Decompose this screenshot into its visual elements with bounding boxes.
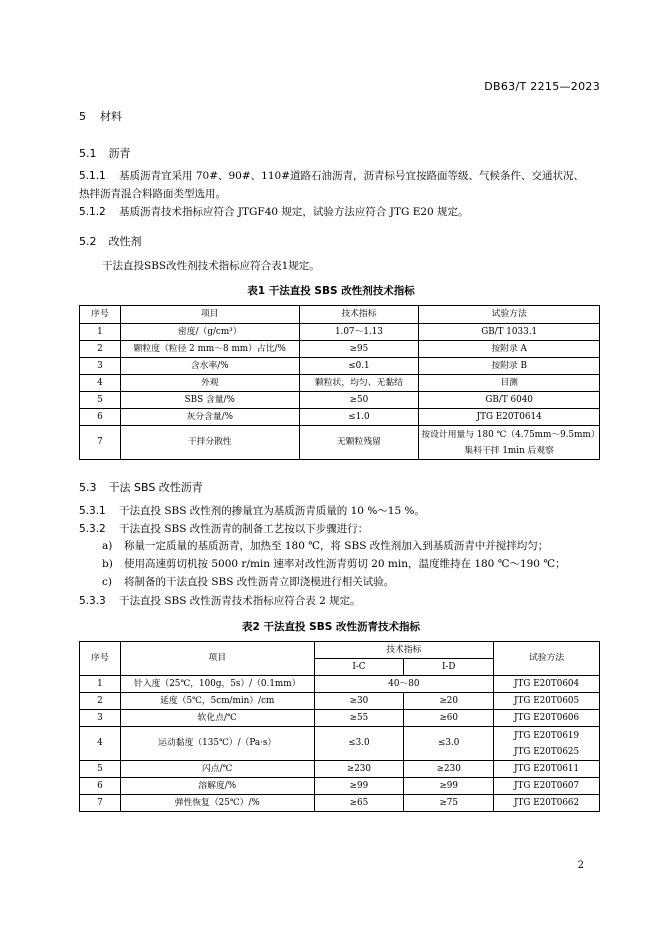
table1 — [79, 305, 600, 460]
table-cell: 颗粒度（粒径 2 mm～8 mm）占比/% — [120, 341, 299, 358]
clause-5-1-2: 5.1.2 基质沥青技术指标应符合 JTGF40 规定，试验方法应符合 JTG E20 规定。 — [79, 206, 469, 218]
table-row — [80, 778, 600, 795]
table-header-cell: 项目 — [120, 642, 314, 676]
list-item: a) 称量一定质量的基质沥青，加热至 180 ℃，将 SBS 改性剂加入到基质沥青中并搅拌均匀； — [102, 540, 549, 552]
table-cell: GB/T 6040 — [419, 392, 600, 409]
table-cell-line: 集料干拌 1min 后观察 — [464, 445, 554, 456]
table-row — [80, 341, 600, 358]
table-cell: ≥55 — [314, 710, 404, 727]
table-cell: 7 — [80, 426, 121, 460]
table-cell: 40～80 — [314, 676, 494, 693]
table-cell: 颗粒状，均匀、无黏结 — [299, 375, 419, 392]
table-cell-line: JTG E20T0619 — [514, 730, 580, 741]
table-row — [80, 676, 600, 693]
table-cell: ≥50 — [299, 392, 419, 409]
table-cell: 5 — [80, 761, 121, 778]
table-row — [80, 710, 600, 727]
table-cell: 3 — [80, 710, 121, 727]
table-row — [80, 358, 600, 375]
table-cell: ≥99 — [404, 778, 494, 795]
table-cell: 1 — [80, 324, 121, 341]
table-cell: 外观 — [120, 375, 299, 392]
table-row — [80, 761, 600, 778]
table-header-cell: 项目 — [120, 306, 299, 324]
section-number: 5 — [79, 110, 86, 123]
table-cell: JTG E20T0611 — [494, 761, 600, 778]
clause-5-1-1-continued: 热拌沥青混合料路面类型选用。 — [79, 188, 226, 200]
table-cell: GB/T 1033.1 — [419, 324, 600, 341]
table-cell: 7 — [80, 795, 121, 812]
table-cell: 1 — [80, 676, 121, 693]
table-cell: 按附录 B — [419, 358, 600, 375]
section-heading — [79, 108, 122, 124]
table-header-row — [80, 306, 600, 324]
table-cell: JTG E20T0607 — [494, 778, 600, 795]
table-cell: 4 — [80, 727, 121, 761]
table-cell: ≥60 — [404, 710, 494, 727]
table-row — [80, 392, 600, 409]
table-header-cell: 序号 — [80, 306, 121, 324]
table-row — [80, 426, 600, 460]
table-cell: 溶解度/% — [120, 778, 314, 795]
table-cell — [494, 727, 600, 761]
table-cell: JTG E20T0614 — [419, 409, 600, 426]
table-row — [80, 693, 600, 710]
table-cell: ≥95 — [299, 341, 419, 358]
table-header-cell: I-C — [314, 659, 404, 676]
table-cell: ≤3.0 — [404, 727, 494, 761]
subsection-heading-5-2: 5.2 改性剂 — [79, 235, 142, 248]
table-cell: ≥20 — [404, 693, 494, 710]
table-cell: 2 — [80, 341, 121, 358]
table-cell-line: JTG E20T0625 — [514, 746, 580, 757]
table-cell: 延度（5℃，5cm/min）/cm — [120, 693, 314, 710]
table2-caption: 表2 干法直投 SBS 改性沥青技术指标 — [242, 621, 420, 633]
table-cell — [419, 426, 600, 460]
table-cell: 灰分含量/% — [120, 409, 299, 426]
table-row — [80, 375, 600, 392]
paragraph-5-2: 干法直投SBS改性剂技术指标应符合表1规定。 — [102, 260, 320, 272]
table-cell: JTG E20T0662 — [494, 795, 600, 812]
list-item: b) 使用高速剪切机按 5000 r/min 速率对改性沥青剪切 20 min，温度维持在 180 ℃～190 ℃； — [102, 558, 566, 570]
table-row — [80, 795, 600, 812]
table-header-cell: 技术指标 — [314, 642, 494, 659]
table-cell: 3 — [80, 358, 121, 375]
table-header-row — [80, 642, 600, 659]
clause-5-1-1: 5.1.1 基质沥青宜采用 70#、90#、110#道路石油沥青，沥青标号宜按路面等级、气候条件、交通状况、 — [79, 170, 584, 182]
table-header-cell: 试验方法 — [494, 642, 600, 676]
table-header-cell: 试验方法 — [419, 306, 600, 324]
table-cell: 4 — [80, 375, 121, 392]
table-row — [80, 324, 600, 341]
clause-5-3-3: 5.3.3 干法直投 SBS 改性沥青技术指标应符合表 2 规定。 — [79, 595, 361, 607]
table-cell: 针入度（25℃，100g，5s）/（0.1mm） — [120, 676, 314, 693]
table-cell: 6 — [80, 778, 121, 795]
table-cell: 目测 — [419, 375, 600, 392]
table-cell: 按附录 A — [419, 341, 600, 358]
table-cell: ≥65 — [314, 795, 404, 812]
clause-5-3-1: 5.3.1 干法直投 SBS 改性剂的掺量宜为基质沥青质量的 10 %～15 %。 — [79, 505, 425, 517]
table-cell: ≤3.0 — [314, 727, 404, 761]
table-cell: 软化点/℃ — [120, 710, 314, 727]
table-cell-line: 按设计用量与 180 ℃（4.75mm～9.5mm） — [421, 429, 600, 440]
table-cell: ≥30 — [314, 693, 404, 710]
table-cell: ≤0.1 — [299, 358, 419, 375]
table-cell: ≥230 — [404, 761, 494, 778]
table1-caption: 表1 干法直投 SBS 改性剂技术指标 — [247, 285, 415, 297]
subsection-heading-5-1: 5.1 沥青 — [79, 147, 131, 160]
table-cell: 无颗粒残留 — [299, 426, 419, 460]
table-cell: 2 — [80, 693, 121, 710]
list-item: c) 将制备的干法直投 SBS 改性沥青立即浇模进行相关试验。 — [102, 576, 395, 588]
table-cell: ≥75 — [404, 795, 494, 812]
document-code: DB63/T 2215—2023 — [484, 80, 600, 93]
table-cell: 密度/（g/cm³） — [120, 324, 299, 341]
table-cell: ≥230 — [314, 761, 404, 778]
page-number: 2 — [577, 860, 584, 871]
table-cell: ≥99 — [314, 778, 404, 795]
table-cell: ≤1.0 — [299, 409, 419, 426]
table-cell: JTG E20T0605 — [494, 693, 600, 710]
subsection-heading-5-3: 5.3 干法 SBS 改性沥青 — [79, 481, 203, 494]
clause-5-3-2: 5.3.2 干法直投 SBS 改性沥青的制备工艺按以下步骤进行： — [79, 523, 369, 535]
table-header-cell: I-D — [404, 659, 494, 676]
table-cell: 弹性恢复（25℃）/% — [120, 795, 314, 812]
table-cell: 含水率/% — [120, 358, 299, 375]
table-row — [80, 727, 600, 761]
section-title: 材料 — [100, 110, 122, 123]
table-cell: SBS 含量/% — [120, 392, 299, 409]
table-cell: 闪点/℃ — [120, 761, 314, 778]
table-header-cell: 序号 — [80, 642, 121, 676]
table-cell: JTG E20T0606 — [494, 710, 600, 727]
table-cell: JTG E20T0604 — [494, 676, 600, 693]
table-row — [80, 409, 600, 426]
table-cell: 1.07～1.13 — [299, 324, 419, 341]
table-cell: 干拌分散性 — [120, 426, 299, 460]
table-cell: 6 — [80, 409, 121, 426]
table-cell: 5 — [80, 392, 121, 409]
table-header-cell: 技术指标 — [299, 306, 419, 324]
table2 — [79, 641, 600, 812]
table-cell: 运动黏度（135℃）/（Pa·s） — [120, 727, 314, 761]
